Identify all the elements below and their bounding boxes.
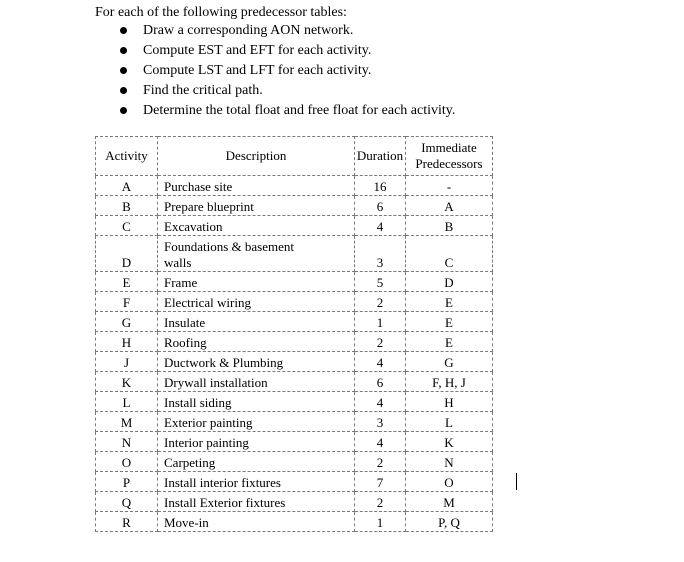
- cell-duration: 3: [355, 236, 406, 272]
- cell-duration: 7: [355, 472, 406, 492]
- cell-duration: 6: [355, 196, 406, 216]
- header-predecessors: [406, 137, 493, 176]
- table-row: [96, 292, 493, 312]
- instructions-intro: For each of the following predecessor tables:: [95, 5, 347, 20]
- table-row: [96, 236, 493, 272]
- bullet-icon: [120, 47, 127, 54]
- cell-description: [158, 236, 355, 272]
- cell-predecessors: P, Q: [406, 512, 493, 532]
- cell-activity: B: [96, 196, 158, 216]
- table-row: [96, 412, 493, 432]
- cell-activity: L: [96, 392, 158, 412]
- cell-description: Carpeting: [158, 452, 355, 472]
- cell-description: Exterior painting: [158, 412, 355, 432]
- cell-predecessors: M: [406, 492, 493, 512]
- table-row: [96, 312, 493, 332]
- cell-predecessors: E: [406, 312, 493, 332]
- task-item: [118, 22, 455, 42]
- cell-predecessors: K: [406, 432, 493, 452]
- cell-description: Install interior fixtures: [158, 472, 355, 492]
- cell-predecessors: A: [406, 196, 493, 216]
- table-row: [96, 392, 493, 412]
- cell-description: Move-in: [158, 512, 355, 532]
- cell-duration: 4: [355, 392, 406, 412]
- text-cursor: [516, 473, 517, 490]
- task-text: Compute EST and EFT for each activity.: [143, 43, 372, 58]
- bullet-icon: [120, 87, 127, 94]
- cell-duration: 4: [355, 352, 406, 372]
- cell-description: Insulate: [158, 312, 355, 332]
- cell-duration: 2: [355, 492, 406, 512]
- header-predecessors-line2: Predecessors: [415, 156, 483, 171]
- cell-duration: 4: [355, 432, 406, 452]
- table-row: [96, 372, 493, 392]
- cell-activity: R: [96, 512, 158, 532]
- cell-duration: 3: [355, 412, 406, 432]
- cell-description: Drywall installation: [158, 372, 355, 392]
- task-list: [118, 22, 455, 122]
- cell-description: Electrical wiring: [158, 292, 355, 312]
- cell-duration: 2: [355, 452, 406, 472]
- task-text: Find the critical path.: [143, 83, 263, 98]
- header-duration: Duration: [355, 137, 406, 176]
- cell-description-line1: Foundations & basement: [164, 239, 294, 254]
- cell-activity: H: [96, 332, 158, 352]
- task-text: Determine the total float and free float for each activity.: [143, 103, 456, 118]
- task-item: [118, 42, 455, 62]
- cell-activity: N: [96, 432, 158, 452]
- cell-description: Roofing: [158, 332, 355, 352]
- cell-duration: 6: [355, 372, 406, 392]
- cell-predecessors: E: [406, 332, 493, 352]
- cell-description: Ductwork & Plumbing: [158, 352, 355, 372]
- table-header-row: [96, 137, 493, 176]
- cell-description: Excavation: [158, 216, 355, 236]
- cell-duration: 2: [355, 292, 406, 312]
- table-row: [96, 432, 493, 452]
- task-text: Draw a corresponding AON network.: [143, 23, 354, 38]
- cell-duration: 16: [355, 176, 406, 196]
- bullet-icon: [120, 107, 127, 114]
- task-text: Compute LST and LFT for each activity.: [143, 63, 372, 78]
- cell-predecessors: O: [406, 472, 493, 492]
- cell-description: Install Exterior fixtures: [158, 492, 355, 512]
- cell-predecessors: F, H, J: [406, 372, 493, 392]
- table-row: [96, 196, 493, 216]
- cell-predecessors: -: [406, 176, 493, 196]
- cell-duration: 1: [355, 512, 406, 532]
- cell-activity: G: [96, 312, 158, 332]
- cell-description: Interior painting: [158, 432, 355, 452]
- task-item: [118, 62, 455, 82]
- task-item: [118, 102, 455, 122]
- cell-activity: O: [96, 452, 158, 472]
- cell-activity: C: [96, 216, 158, 236]
- cell-description: Purchase site: [158, 176, 355, 196]
- bullet-icon: [120, 27, 127, 34]
- cell-description: Frame: [158, 272, 355, 292]
- table-row: [96, 176, 493, 196]
- cell-description: Install siding: [158, 392, 355, 412]
- cell-predecessors: D: [406, 272, 493, 292]
- header-activity: Activity: [96, 137, 158, 176]
- cell-activity: Q: [96, 492, 158, 512]
- cell-duration: 2: [355, 332, 406, 352]
- table-row: [96, 332, 493, 352]
- cell-description-line2: walls: [164, 255, 192, 270]
- table-row: [96, 472, 493, 492]
- cell-activity: K: [96, 372, 158, 392]
- cell-activity: D: [96, 236, 158, 272]
- cell-predecessors: N: [406, 452, 493, 472]
- header-description: Description: [158, 137, 355, 176]
- cell-activity: A: [96, 176, 158, 196]
- cell-predecessors: E: [406, 292, 493, 312]
- table-row: [96, 216, 493, 236]
- cell-activity: J: [96, 352, 158, 372]
- cell-activity: E: [96, 272, 158, 292]
- cell-predecessors: H: [406, 392, 493, 412]
- bullet-icon: [120, 67, 127, 74]
- cell-predecessors: G: [406, 352, 493, 372]
- table-row: [96, 452, 493, 472]
- table-row: [96, 272, 493, 292]
- predecessor-table: [95, 136, 493, 532]
- cell-activity: M: [96, 412, 158, 432]
- cell-description: Prepare blueprint: [158, 196, 355, 216]
- cell-predecessors: B: [406, 216, 493, 236]
- table-row: [96, 492, 493, 512]
- cell-duration: 1: [355, 312, 406, 332]
- cell-activity: P: [96, 472, 158, 492]
- task-item: [118, 82, 455, 102]
- cell-predecessors: L: [406, 412, 493, 432]
- cell-predecessors: C: [406, 236, 493, 272]
- header-predecessors-line1: Immediate: [421, 140, 477, 155]
- table-row: [96, 352, 493, 372]
- table-row: [96, 512, 493, 532]
- cell-duration: 4: [355, 216, 406, 236]
- cell-duration: 5: [355, 272, 406, 292]
- cell-activity: F: [96, 292, 158, 312]
